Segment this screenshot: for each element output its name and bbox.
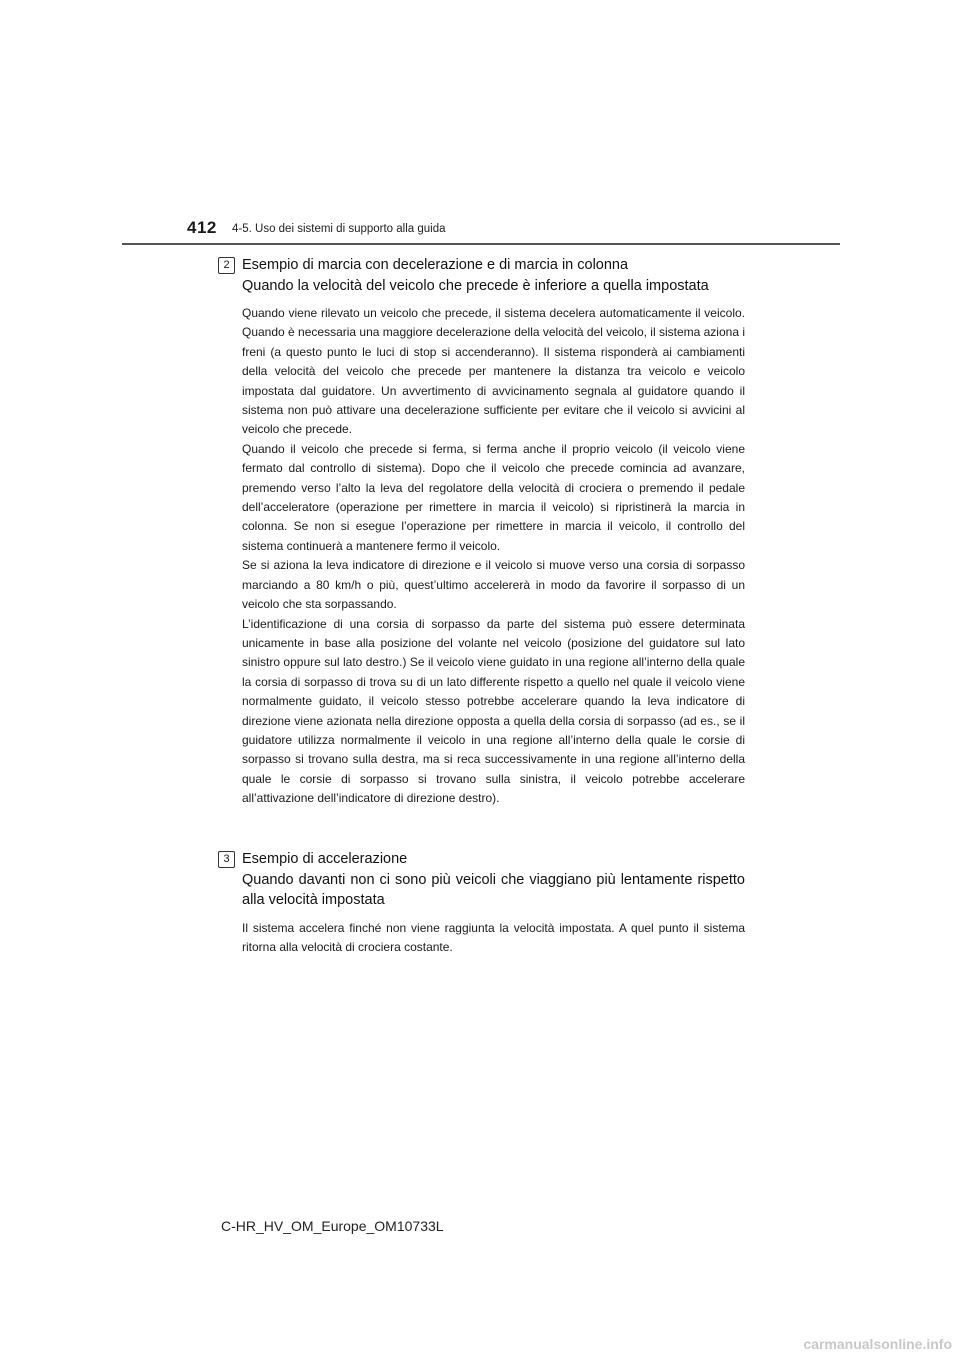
step-body — [242, 304, 745, 809]
body-paragraph: Quando viene rilevato un veicolo che precede, il sistema decelera automaticamente il veicolo. Quando è necessaria una maggiore decelerazione della velocità del veicolo, il sistema aziona i freni (a questo punto le luci di stop si accenderanno). Il sistema risponderà ai cambiamenti della velocità del veicolo che precede per mantenere la distanza tra veicolo e veicolo impostata dal guidatore. Un avvertimento di avvicinamento segnala al guidatore quando il sistema non può attivare una decelerazione sufficiente per evitare che il veicolo si avvicini al veicolo che precede. — [242, 306, 745, 437]
step-number-badge: 3 — [218, 851, 235, 868]
step-heading-line: Quando la velocità del veicolo che precede è inferiore a quella impostata — [242, 277, 709, 294]
body-paragraph: Se si aziona la leva indicatore di direzione e il veicolo si muove verso una corsia di sorpasso marciando a 80 km/h o più, quest’ultimo accelererà in modo da favorire il sorpasso di un veicolo che sta sorpassando. — [242, 558, 745, 612]
step-heading — [242, 255, 745, 296]
step-heading-line: Esempio di marcia con decelerazione e di marcia in colonna — [242, 257, 629, 273]
step-3-block — [218, 849, 745, 957]
watermark: carmanualsonline.info — [803, 1336, 952, 1352]
step-heading-line: Esempio di accelerazione — [242, 851, 408, 867]
section-title: 4-5. Uso dei sistemi di supporto alla guida — [232, 223, 446, 235]
step-body — [242, 919, 745, 958]
step-heading — [242, 849, 745, 911]
body-paragraph: L’identificazione di una corsia di sorpasso da parte del sistema può essere determinata unicamente in base alla posizione del volante nel veicolo (posizione del guidatore sul lato sinistro oppure sul lato destro.) Se il veicolo viene guidato in una regione all’interno della quale la corsia di sorpasso di trova su di un lato differente rispetto a quello nel quale il veicolo viene normalmente guidato, il veicolo stesso potrebbe accelerare quando la leva indicatore di direzione viene azionata nella direzione opposta a quella della corsia di sorpasso (ad es., se il guidatore utilizza normalmente il veicolo in una regione all’interno della quale le corsie di sorpasso si trovano sulla destra, ma si reca successivamente in una regione all’interno della quale le corsie di sorpasso si trovano sulla sinistra, il veicolo potrebbe accelerare all’attivazione dell’indicatore di direzione destro). — [242, 616, 745, 806]
step-heading-line: Quando davanti non ci sono più veicoli che viaggiano più lentamente rispetto alla velocità impostata — [242, 871, 745, 908]
page-number: 412 — [187, 218, 217, 237]
header-divider — [122, 243, 840, 245]
body-paragraph: Quando il veicolo che precede si ferma, si ferma anche il proprio veicolo (il veicolo viene fermato dal controllo di sistema). Dopo che il veicolo che precede comincia ad avanzare, premendo verso l’alto la leva del regolatore della velocità di crociera o premendo il pedale dell’acceleratore (operazione per rimettere in marcia il veicolo) si ripristinerà la marcia in colonna. Se non si esegue l’operazione per rimettere in marcia il veicolo, il controllo del sistema continuerà a mantenere fermo il veicolo. — [242, 441, 745, 553]
step-number-badge: 2 — [218, 257, 235, 274]
body-paragraph: Il sistema accelera finché non viene raggiunta la velocità impostata. A quel punto il sistema ritorna alla velocità di crociera costante. — [242, 920, 745, 954]
step-2-block — [218, 255, 745, 809]
document-code: C-HR_HV_OM_Europe_OM10733L — [221, 1218, 444, 1234]
